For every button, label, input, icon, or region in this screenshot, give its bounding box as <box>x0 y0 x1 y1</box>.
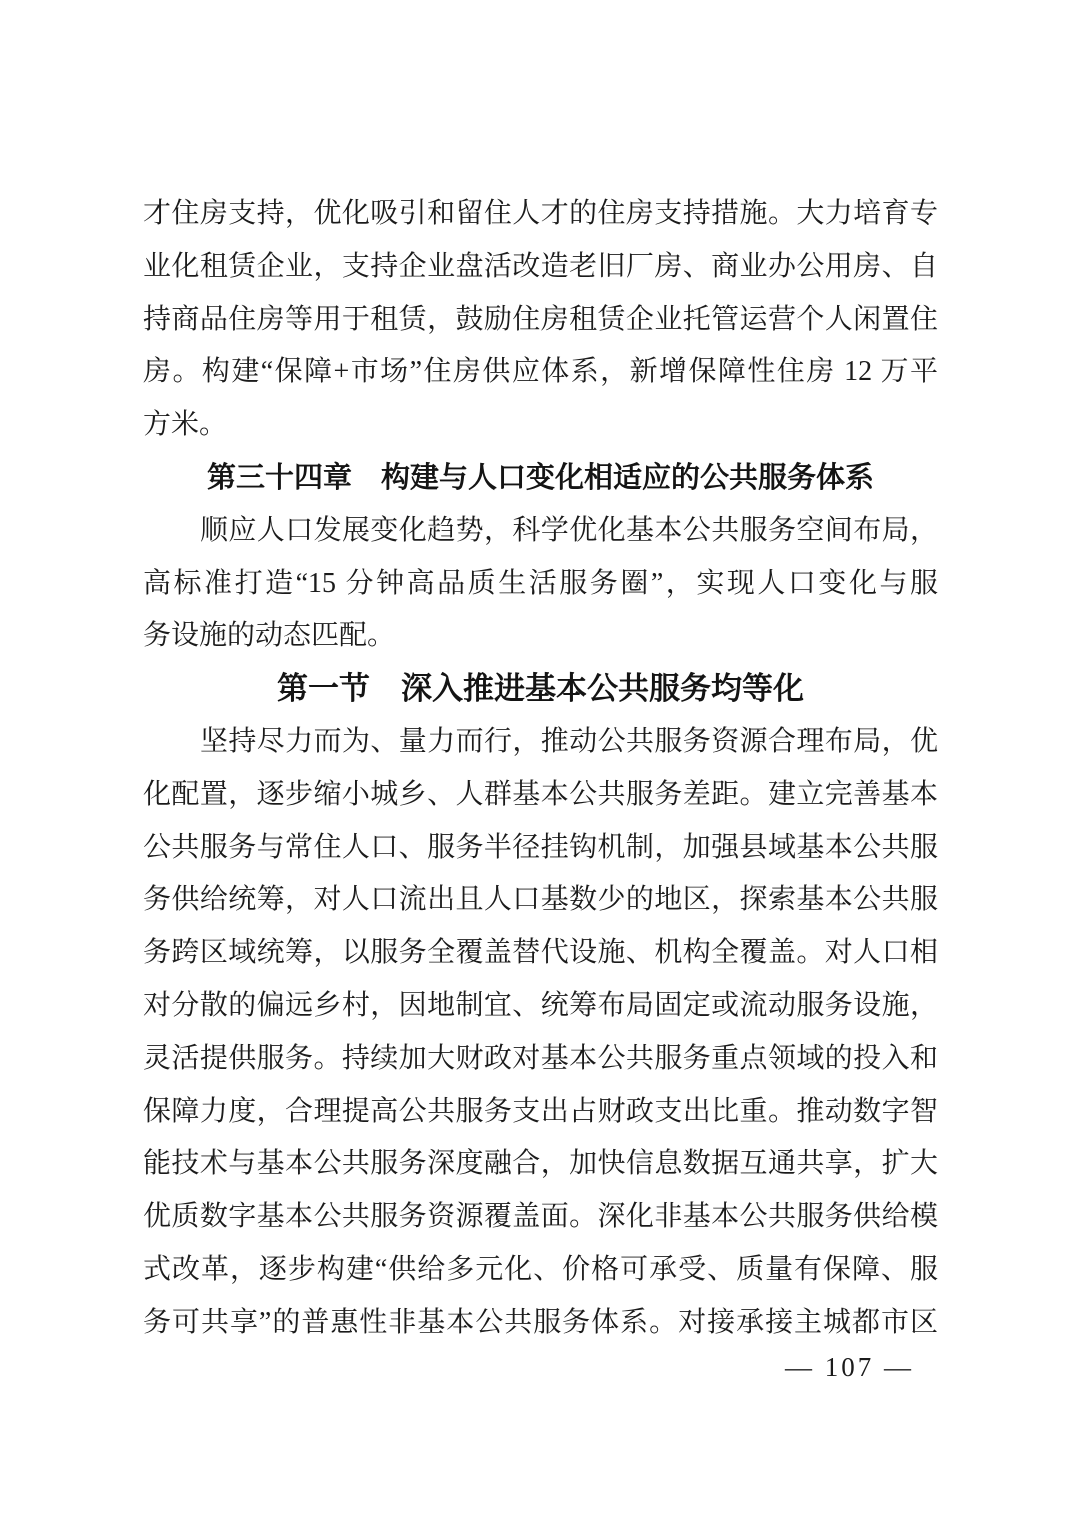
body-text-line: 持商品住房等用于租赁，鼓励住房租赁企业托管运营个人闲置住 <box>143 303 938 335</box>
body-text-line: 业化租赁企业，支持企业盘活改造老旧厂房、商业办公用房、自 <box>143 250 938 282</box>
body-text-line: 顺应人口发展变化趋势，科学优化基本公共服务空间布局， <box>200 514 938 546</box>
body-text-line: 方米。 <box>143 409 228 441</box>
body-text-line: 公共服务与常住人口、服务半径挂钩机制，加强县域基本公共服 <box>143 831 938 863</box>
section-heading: 第一节 深入推进基本公共服务均等化 <box>277 671 804 707</box>
body-text-line: 坚持尽力而为、量力而行，推动公共服务资源合理布局，优 <box>200 725 938 757</box>
body-text-line: 房。构建“保障+市场”住房供应体系，新增保障性住房 12 万平 <box>143 356 938 388</box>
body-text-line: 才住房支持，优化吸引和留住人才的住房支持措施。大力培育专 <box>143 198 938 229</box>
page-number: — 107 — <box>785 1352 914 1382</box>
body-text-line: 化配置，逐步缩小城乡、人群基本公共服务差距。建立完善基本 <box>143 778 938 810</box>
body-text-line: 灵活提供服务。持续加大财政对基本公共服务重点领域的投入和 <box>143 1042 938 1074</box>
body-text-line: 务设施的动态匹配。 <box>143 620 396 652</box>
body-text-line: 务跨区域统筹，以服务全覆盖替代设施、机构全覆盖。对人口相 <box>143 937 938 969</box>
body-text-line: 式改革，逐步构建“供给多元化、价格可承受、质量有保障、服 <box>143 1253 938 1285</box>
page-content <box>143 188 938 1350</box>
body-text-line: 务可共享”的普惠性非基本公共服务体系。对接承接主城都市区 <box>143 1306 938 1338</box>
body-text-line: 优质数字基本公共服务资源覆盖面。深化非基本公共服务供给模 <box>143 1201 938 1233</box>
body-text-line: 务供给统筹，对人口流出且人口基数少的地区，探索基本公共服 <box>143 884 938 916</box>
body-text-line: 保障力度，合理提高公共服务支出占财政支出比重。推动数字智 <box>143 1095 938 1127</box>
chapter-heading: 第三十四章 构建与人口变化相适应的公共服务体系 <box>206 461 874 494</box>
body-text-line: 对分散的偏远乡村，因地制宜、统筹布局固定或流动服务设施， <box>143 989 938 1021</box>
body-text-line: 能技术与基本公共服务深度融合，加快信息数据互通共享，扩大 <box>143 1148 938 1180</box>
body-text-line: 高标准打造“15 分钟高品质生活服务圈”，实现人口变化与服 <box>143 567 938 599</box>
